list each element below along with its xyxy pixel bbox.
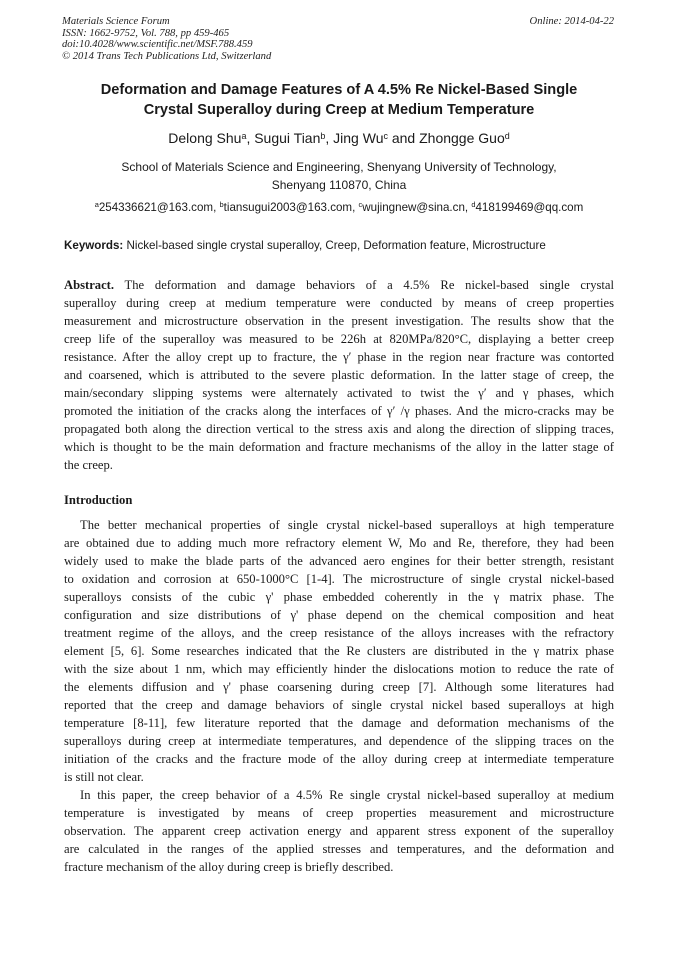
paragraph-line: element [5, 6]. Some researches indicated that the Re clusters are distributed in the γ matrix phase	[64, 644, 614, 658]
title-line-1: Deformation and Damage Features of A 4.5% Re Nickel-Based Single	[100, 82, 578, 98]
title-line-2: Crystal Superalloy during Creep at Medium Temperature	[143, 101, 535, 118]
email-link[interactable]: tiansugui2003@163.com,	[223, 201, 359, 214]
author-superscript: d	[504, 130, 510, 141]
paragraph-line: configuration and size distributions of γ' phase depend on the chemical composition and heat	[64, 608, 614, 622]
paper-title	[40, 81, 638, 120]
author-list	[40, 129, 638, 147]
author-name: Sugui Tian	[254, 130, 321, 146]
email-link[interactable]: 254336621@163.com,	[98, 201, 220, 214]
section-heading-introduction: Introduction	[64, 493, 133, 507]
email-superscript: c	[358, 200, 363, 210]
paragraph-line: the elements diffusion and γ' phase coarsening during creep [7]. Although some literatures had	[64, 680, 614, 694]
paragraph-line: temperature [8-11], few literature reported that the damage and deformation mechanisms of the	[64, 716, 614, 730]
keywords	[64, 238, 616, 254]
author-separator: and	[387, 130, 420, 146]
paragraph-line: fracture mechanism of the alloy during creep is briefly described.	[64, 860, 394, 874]
affiliation	[40, 158, 638, 194]
affiliation-line-1: School of Materials Science and Engineering, Shenyang University of Technology,	[121, 160, 557, 174]
abstract-label: Abstract.	[64, 278, 115, 292]
paragraph-line: reported that the creep and damage behaviors of single crystal nickel based superalloys at high	[64, 698, 614, 712]
copyright-line: © 2014 Trans Tech Publications Ltd, Switzerland	[62, 50, 272, 62]
journal-name: Materials Science Forum	[62, 16, 170, 27]
email-superscript: d	[471, 200, 476, 210]
keywords-text: Nickel-based single crystal superalloy, Creep, Deformation feature, Microstructure	[123, 239, 546, 252]
abstract-line: promoted the initiation of the cracks along the interfaces of γ′ /γ phases. And the micro-cracks may be	[64, 404, 614, 418]
author-separator: ,	[325, 130, 334, 146]
email-superscript: b	[219, 200, 224, 210]
author-superscript: b	[320, 130, 326, 141]
journal-metadata	[62, 16, 271, 62]
abstract-line: and coarsened, which is attributed to the severe plastic deformation. In the latter stage of creep, the	[64, 368, 614, 382]
abstract-line: the creep.	[64, 458, 113, 472]
abstract-line: creep life of the superalloy was measured to be 226h at 820MPa/820°C, displaying a better creep	[64, 332, 614, 346]
author-name: Zhongge Guo	[419, 130, 505, 146]
paragraph-line: treatment regime of the alloys, and the creep resistance of the alloys increases with the refractory	[64, 626, 614, 640]
paragraph-line: with the size about 1 nm, which may efficiently hinder the dislocations motion to reduce the rate of	[64, 662, 614, 676]
issn-line: ISSN: 1662-9752, Vol. 788, pp 459-465	[62, 27, 230, 39]
paragraph-line: are calculated in the ranges of the applied stresses and temperatures, and the deformation and	[64, 842, 614, 856]
paragraph-line: The better mechanical properties of single crystal nickel-based superalloys at high temperature	[80, 518, 614, 532]
email-list	[40, 200, 638, 216]
affiliation-line-2: Shenyang 110870, China	[271, 178, 407, 192]
abstract-line: measurement and microstructure observation in the present investigation. The results show that the	[64, 314, 614, 328]
paragraph-line: observation. The apparent creep activation energy and apparent stress exponent of the superalloy	[64, 824, 614, 838]
abstract-line: resistance. After the alloy crept up to fracture, the γ′ phase in the region near fracture was contorted	[64, 350, 614, 364]
email-superscript: a	[94, 200, 99, 210]
author-name: Jing Wu	[333, 130, 384, 146]
author-superscript: c	[383, 130, 388, 141]
paragraph-line: superalloys during creep at intermediate temperatures, and dependence of the slipping traces on the	[64, 734, 614, 748]
author-superscript: a	[241, 130, 247, 141]
email-link[interactable]: 418199469@qq.com	[475, 201, 584, 214]
email-link[interactable]: wujingnew@sina.cn,	[362, 201, 472, 214]
online-date: Online: 2014-04-22	[529, 16, 614, 27]
keywords-label: Keywords:	[64, 239, 124, 252]
author-separator: ,	[246, 130, 255, 146]
paragraph-line: initiation of the cracks and the fracture mode of the alloy during creep at intermediate temperature	[64, 752, 614, 766]
paragraph-line: superalloys consists of the cubic γ' phase embedded coherently in the γ matrix phase. The	[64, 590, 614, 604]
abstract-line: propagated both along the direction vertical to the stress axis and along the direction of slipping traces,	[64, 422, 614, 436]
author-name: Delong Shu	[168, 130, 242, 146]
abstract-line: Abstract. The deformation and damage behaviors of a 4.5% Re nickel-based single crystal	[64, 278, 614, 292]
paragraph-line: are obtained due to adding much more refractory element W, Mo and Re, therefore, they had been	[64, 536, 614, 550]
paragraph-line: In this paper, the creep behavior of a 4.5% Re single crystal nickel-based superalloy at medium	[80, 788, 614, 802]
abstract-line: superalloy during creep at medium temperature were conducted by means of creep properties	[64, 296, 614, 310]
paragraph-line: temperature is investigated by means of creep properties measurement and microstructure	[64, 806, 614, 820]
doi-line: doi:10.4028/www.scientific.net/MSF.788.459	[62, 39, 253, 51]
paragraph-line: to oxidation and corrosion at 650-1000°C [1-4]. The microstructure of single crystal nickel-based	[64, 572, 614, 586]
paragraph-line: widely used to make the blade parts of the advanced aero engines for their better strength, resistant	[64, 554, 614, 568]
abstract-line: which is thought to be the main deformation and fracture mechanisms of the alloy in the latter stage of	[64, 440, 614, 454]
abstract-line: main/secondary slipping systems were alternately activated to twist the γ′ and γ phases, which	[64, 386, 614, 400]
paragraph-line: is still not clear.	[64, 770, 144, 784]
